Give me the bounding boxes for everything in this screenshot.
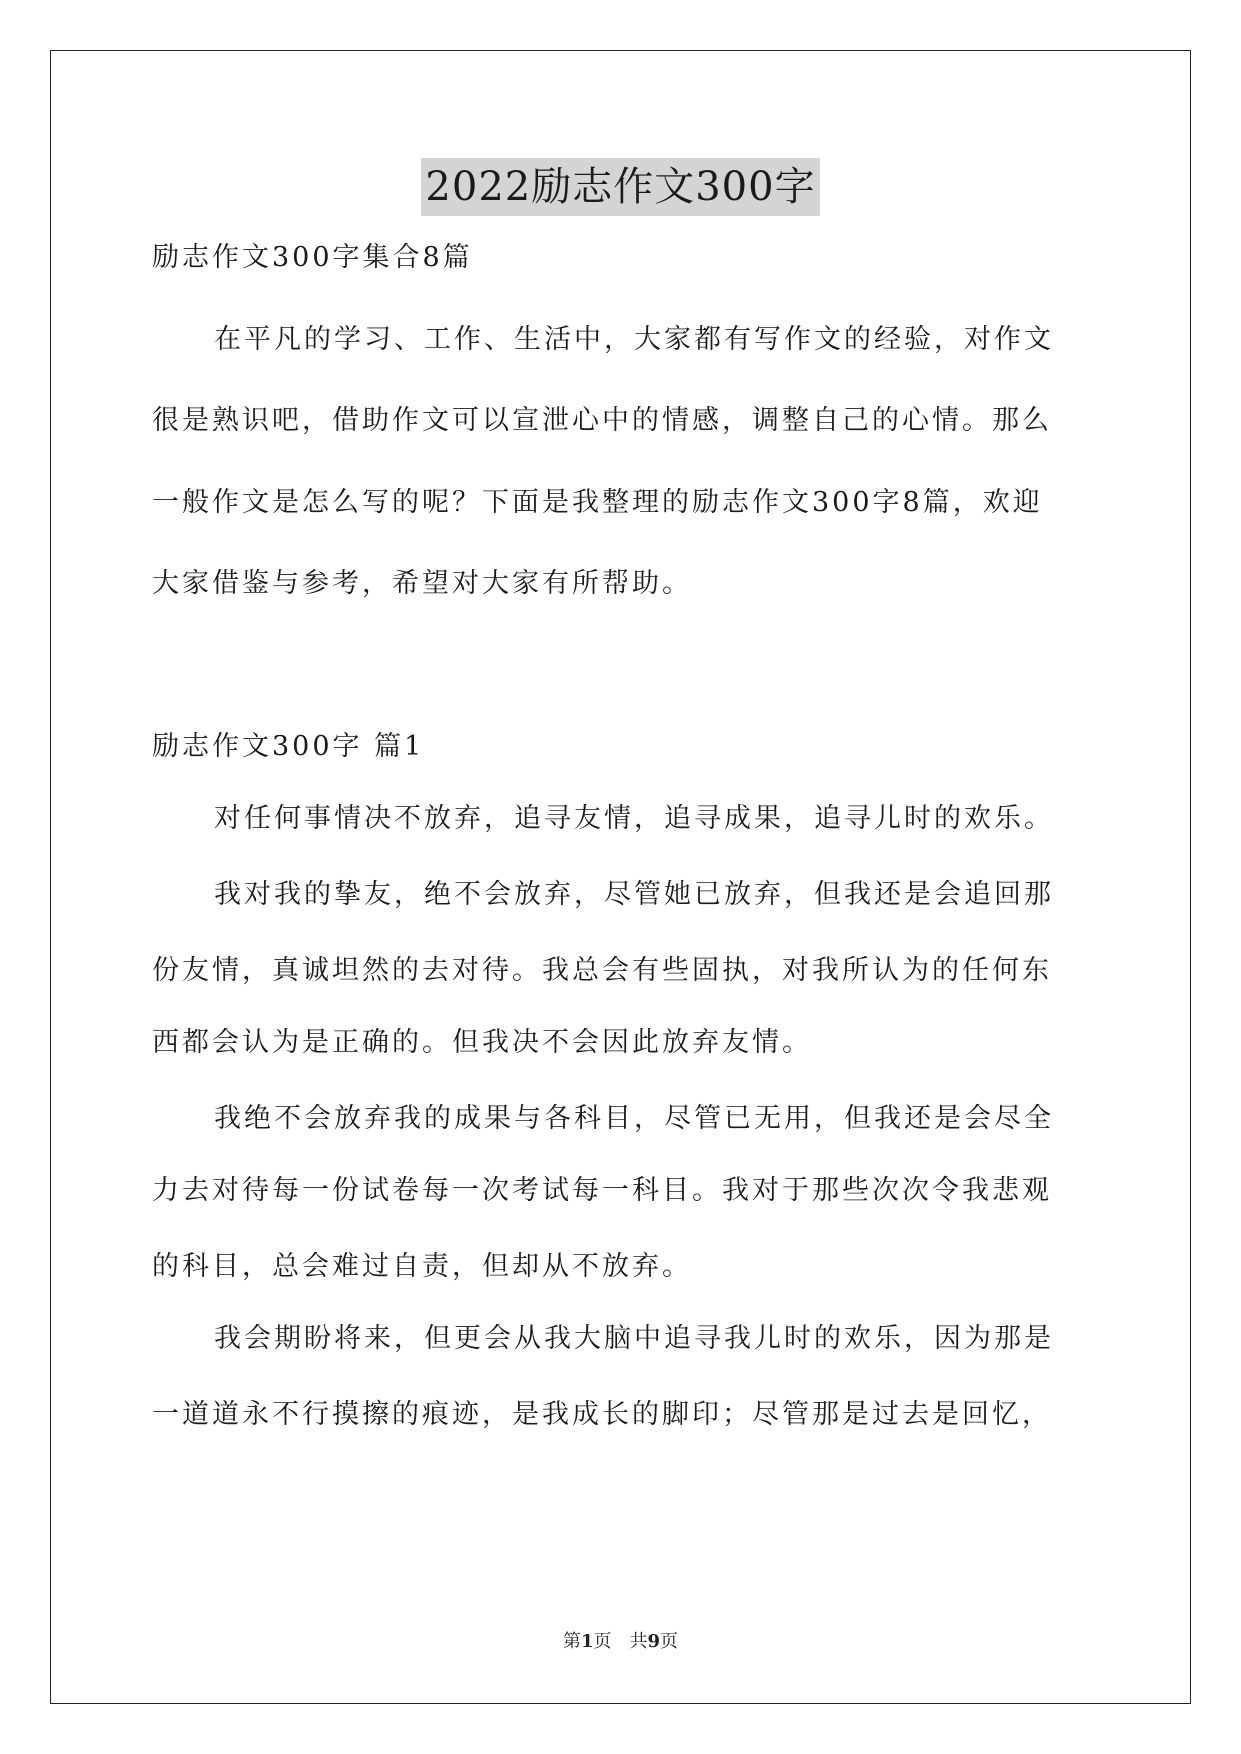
footer-prefix: 第 — [562, 1631, 581, 1652]
paragraph-line: 力去对待每一份试卷每一次考试每一科目。我对于那些次次令我悲观 — [152, 1175, 1052, 1206]
intro-line: 大家借鉴与参考，希望对大家有所帮助。 — [152, 568, 692, 599]
paragraph-line: 一道道永不行摸擦的痕迹，是我成长的脚印；尽管那是过去是回忆， — [152, 1399, 1052, 1430]
intro-line: 一般作文是怎么写的呢？下面是我整理的励志作文300字8篇，欢迎 — [152, 486, 1043, 518]
footer-suffix: 页 — [660, 1631, 679, 1652]
total-page-count: 9 — [647, 1631, 661, 1652]
paragraph-line: 的科目，总会难过自责，但却从不放弃。 — [152, 1251, 692, 1282]
intro-line: 在平凡的学习、工作、生活中，大家都有写作文的经验，对作文 — [214, 323, 1054, 355]
paragraph-line: 我对我的挚友，绝不会放弃，尽管她已放弃，但我还是会追回那 — [214, 879, 1054, 910]
paragraph-line: 对任何事情决不放弃，追寻友情，追寻成果，追寻儿时的欢乐。 — [214, 803, 1054, 834]
current-page-number: 1 — [580, 1631, 594, 1652]
footer-mid: 页 共 — [593, 1631, 648, 1652]
paragraph-line: 我绝不会放弃我的成果与各科目，尽管已无用，但我还是会尽全 — [214, 1103, 1054, 1134]
paragraph-line: 份友情，真诚坦然的去对待。我总会有些固执，对我所认为的任何东 — [152, 955, 1052, 986]
title-area — [0, 158, 1241, 216]
spacer — [152, 646, 1092, 728]
section-heading: 励志作文300字 篇1 — [152, 731, 425, 762]
intro-line: 很是熟识吧，借助作文可以宣泄心中的情感，调整自己的心情。那么 — [152, 405, 1052, 436]
document-body — [152, 238, 1092, 1467]
paragraph-line: 西都会认为是正确的。但我决不会因此放弃友情。 — [152, 1027, 812, 1058]
document-title: 2022励志作文300字 — [421, 158, 819, 216]
page-footer — [0, 1627, 1241, 1653]
document-subtitle: 励志作文300字集合8篇 — [152, 242, 473, 273]
paragraph-line: 我会期盼将来，但更会从我大脑中追寻我儿时的欢乐，因为那是 — [214, 1323, 1054, 1354]
